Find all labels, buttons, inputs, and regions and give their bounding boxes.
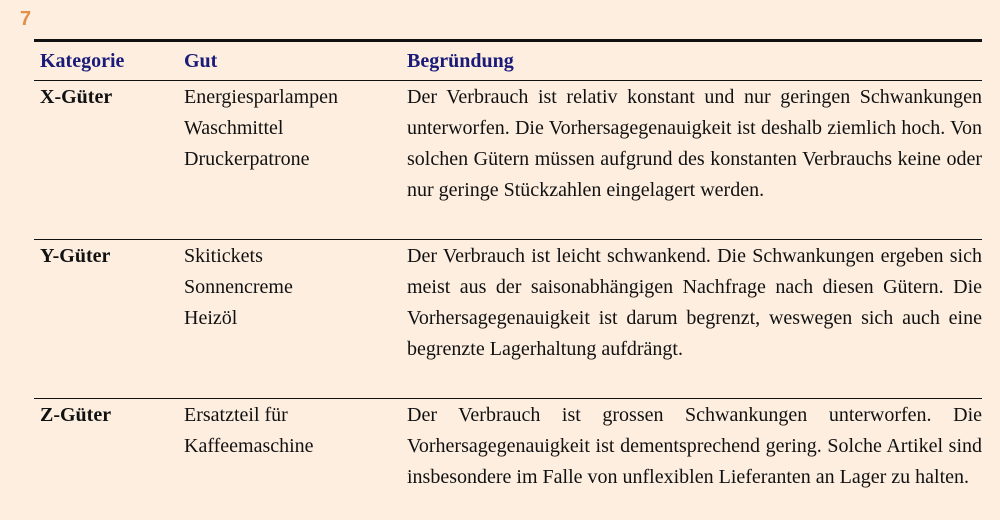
header-kategorie: Kategorie: [40, 50, 125, 72]
reason-cell: Der Verbrauch ist grossen Schwankungen unterworfen. Die Vorhersagegenauigkeit ist dementsprechend gering. Solche Artikel sind insbesondere im Falle von unflexiblen Lieferanten an Lager zu halten.: [407, 404, 982, 488]
category-cell: Y-Güter: [40, 245, 111, 267]
table-row: [34, 81, 982, 239]
category-cell: Z-Güter: [40, 404, 112, 426]
category-cell: X-Güter: [40, 86, 113, 108]
goods-item: Energiesparlampen: [184, 86, 339, 108]
goods-cell: [184, 82, 407, 237]
goods-item: Waschmittel: [184, 117, 284, 139]
goods-item: Skitickets: [184, 245, 263, 267]
goods-item: Sonnencreme: [184, 276, 293, 298]
reason-cell: Der Verbrauch ist leicht schwankend. Die Schwankungen ergeben sich meist aus der saisonabhängigen Nachfrage nach diesen Gütern. Die Vorhersagegenauigkeit ist darum begrenzt, weswegen sich auch eine begrenzte Lagerhaltung aufdrängt.: [407, 245, 982, 360]
goods-item: Kaffeemaschine: [184, 435, 314, 457]
goods-item: Heizöl: [184, 307, 238, 329]
goods-cell: [184, 400, 407, 520]
exercise-number: 7: [20, 8, 32, 30]
table-row: [34, 239, 982, 398]
goods-item: Ersatzteil für: [184, 404, 288, 426]
categories-table: [34, 39, 982, 520]
goods-cell: [184, 241, 407, 396]
header-begruendung: Begründung: [407, 50, 514, 72]
reason-cell: Der Verbrauch ist relativ konstant und nur geringen Schwankungen unterworfen. Die Vorhersagegenauigkeit ist deshalb ziemlich hoch. Von solchen Gütern müssen aufgrund des konstanten Verbrauchs keine oder nur geringe Stückzahlen eingelagert werden.: [407, 86, 982, 201]
table-header-row: [34, 42, 982, 81]
goods-item: Druckerpatrone: [184, 148, 310, 170]
header-gut: Gut: [184, 50, 218, 72]
table-row: [34, 398, 982, 520]
